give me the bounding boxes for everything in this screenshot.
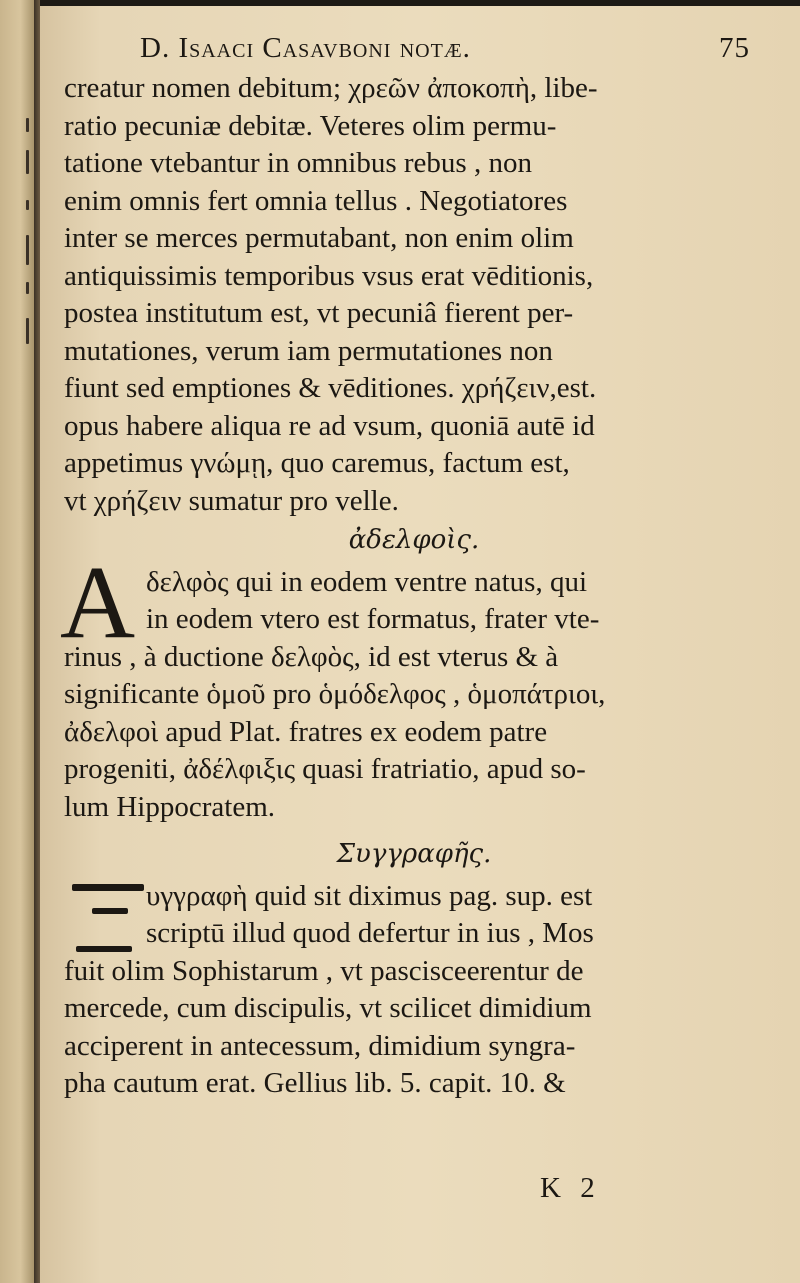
text-line: significante ὁμοῦ pro ὁμόδελφος , ὁμοπάτριοι, [64, 678, 606, 710]
text-line: vt χρήζειν sumatur pro velle. [64, 484, 399, 517]
text-line: acciperent in antecessum, dimidium syngra- [64, 1029, 576, 1062]
text-line: antiquissimis temporibus vsus erat vēditionis, [64, 259, 594, 292]
section-syngraphes [64, 878, 764, 1103]
section-heading-adelphois: ἀδελφοὶς. [348, 525, 480, 555]
text-line: postea institutum est, vt pecuniâ fierent per- [64, 297, 574, 329]
xi-stroke [92, 908, 128, 914]
facing-page-mark [26, 235, 29, 265]
text-line: inter se merces permutabant, non enim olim [64, 222, 574, 254]
running-title: D. Isaaci Casavboni notæ. [140, 32, 471, 64]
running-header [140, 32, 750, 65]
xi-stroke [72, 884, 144, 891]
signature-mark: K 2 [540, 1172, 601, 1204]
facing-page-edge [0, 0, 34, 1283]
text-line: ἀδελφοὶ apud Plat. fratres ex eodem patre [64, 715, 548, 748]
text-line: appetimus γνώμῃ, quo caremus, factum est, [64, 447, 570, 479]
text-line: fuit olim Sophistarum , vt pascisceerentur de [64, 954, 584, 987]
body-text [60, 70, 764, 1103]
facing-page-mark [26, 282, 29, 294]
text-line: lum Hippocratem. [64, 790, 276, 823]
text-line: ratio pecuniæ debitæ. Veteres olim permu- [64, 109, 557, 142]
xi-stroke [76, 946, 132, 952]
text-line: mercede, cum discipulis, vt scilicet dimidium [64, 992, 592, 1024]
text-line: fiunt sed emptiones & vēditiones. χρήζειν,est. [64, 372, 597, 404]
text-line: enim omnis fert omnia tellus . Negotiatores [64, 184, 568, 217]
facing-page-mark [26, 200, 29, 210]
facing-page-mark [26, 150, 29, 174]
text-line: opus habere aliqua re ad vsum, quoniā autē id [64, 409, 595, 442]
text-line: mutationes, verum iam permutationes non [64, 334, 553, 367]
section-heading-syngraphes: Συγγραφῆς. [336, 839, 492, 869]
page-number: 75 [719, 32, 750, 64]
text-line: pha cautum erat. Gellius lib. 5. capit. 10. & [64, 1067, 566, 1099]
facing-page-mark [26, 118, 29, 132]
text-line: scriptū illud quod defertur in ius , Mos [146, 917, 594, 949]
facing-page-mark [26, 318, 29, 344]
text-line: tatione vtebantur in omnibus rebus , non [64, 147, 532, 179]
text-line: creatur nomen debitum; χρεῶν ἀποκοπὴ, libe- [64, 72, 598, 104]
text-line: progeniti, ἀδέλφιξις quasi fratriatio, apud so- [64, 753, 586, 785]
text-line: in eodem vtero est formatus, frater vte- [146, 603, 600, 635]
drop-cap: A [60, 544, 136, 660]
section-adelphois [60, 544, 764, 827]
book-page [40, 6, 800, 1283]
text-line: δελφὸς qui in eodem ventre natus, qui [146, 565, 588, 598]
text-line: rinus , à ductione δελφὸς, id est vterus & à [64, 640, 559, 673]
text-line: υγγραφὴ quid sit diximus pag. sup. est [146, 879, 593, 912]
